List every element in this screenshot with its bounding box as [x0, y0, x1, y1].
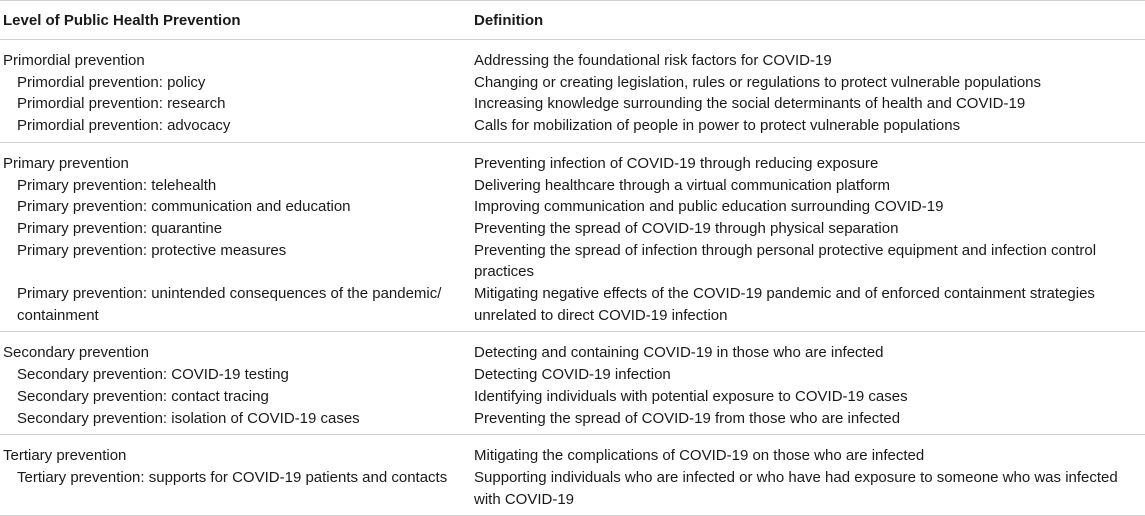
table-row	[0, 240, 1145, 283]
definition-cell: Detecting and containing COVID-19 in those who are infected	[474, 344, 884, 362]
definition-cell: Mitigating the complications of COVID-19 on those who are infected	[474, 447, 925, 465]
definition-cell: Changing or creating legislation, rules or regulations to protect vulnerable populations	[474, 73, 1042, 91]
level-subcategory-cell: Primary prevention: protective measures	[17, 241, 287, 259]
table-row	[0, 175, 1145, 197]
level-subcategory-cell: Primordial prevention: policy	[17, 73, 206, 91]
table-row	[0, 115, 1145, 142]
definition-cell: Supporting individuals who are infected or who have had exposure to someone who was infected with COVID-19	[471, 467, 1145, 516]
level-category-cell: Primary prevention	[3, 154, 129, 172]
level-subcategory-cell: Primary prevention: quarantine	[17, 219, 223, 237]
table-row	[0, 467, 1145, 516]
definition-cell: Preventing the spread of COVID-19 through physical separation	[474, 219, 899, 237]
level-subcategory-cell: Primordial prevention: research	[17, 95, 226, 113]
table-row	[0, 196, 1145, 218]
level-subcategory-cell: Secondary prevention: COVID-19 testing	[17, 366, 289, 384]
table-row	[0, 40, 1145, 72]
definition-cell: Identifying individuals with potential exposure to COVID-19 cases	[474, 387, 908, 405]
level-category-cell: Secondary prevention	[3, 344, 149, 362]
table-row	[0, 332, 1145, 364]
level-subcategory-cell: Primary prevention: unintended consequences of the pandemic/ containment	[0, 283, 471, 332]
table-row	[0, 386, 1145, 408]
level-category-cell: Tertiary prevention	[3, 447, 127, 465]
header-row	[0, 1, 1145, 40]
table-row	[0, 283, 1145, 332]
definition-cell: Increasing knowledge surrounding the social determinants of health and COVID-19	[474, 95, 1026, 113]
table-row	[0, 218, 1145, 240]
definition-cell: Delivering healthcare through a virtual communication platform	[474, 176, 891, 194]
level-subcategory-cell: Secondary prevention: contact tracing	[17, 387, 269, 405]
table-body	[0, 40, 1145, 516]
level-subcategory-cell: Secondary prevention: isolation of COVID-19 cases	[0, 408, 471, 435]
table-row	[0, 364, 1145, 386]
header-level: Level of Public Health Prevention	[0, 1, 471, 40]
level-subcategory-cell: Primordial prevention: advocacy	[0, 115, 471, 142]
definition-cell: Improving communication and public education surrounding COVID-19	[474, 198, 944, 216]
table-row	[0, 142, 1145, 174]
definition-cell: Preventing infection of COVID-19 through reducing exposure	[474, 154, 879, 172]
table-row	[0, 93, 1145, 115]
level-subcategory-cell: Primary prevention: telehealth	[17, 176, 217, 194]
table-row	[0, 435, 1145, 467]
definition-cell: Preventing the spread of infection through personal protective equipment and infection control practices	[474, 241, 1097, 281]
definition-cell: Mitigating negative effects of the COVID-19 pandemic and of enforced containment strategies unrelated to direct COVID-19 infection	[471, 283, 1145, 332]
definition-cell: Preventing the spread of COVID-19 from those who are infected	[471, 408, 1145, 435]
definition-cell: Detecting COVID-19 infection	[474, 366, 671, 384]
table-row	[0, 72, 1145, 94]
table-row	[0, 408, 1145, 435]
definition-cell: Addressing the foundational risk factors for COVID-19	[474, 52, 832, 69]
level-subcategory-cell: Tertiary prevention: supports for COVID-19 patients and contacts	[0, 467, 471, 516]
header-definition: Definition	[471, 1, 1145, 40]
level-category-cell: Primordial prevention	[3, 52, 145, 69]
definition-cell: Calls for mobilization of people in power to protect vulnerable populations	[471, 115, 1145, 142]
level-subcategory-cell: Primary prevention: communication and education	[17, 198, 351, 216]
